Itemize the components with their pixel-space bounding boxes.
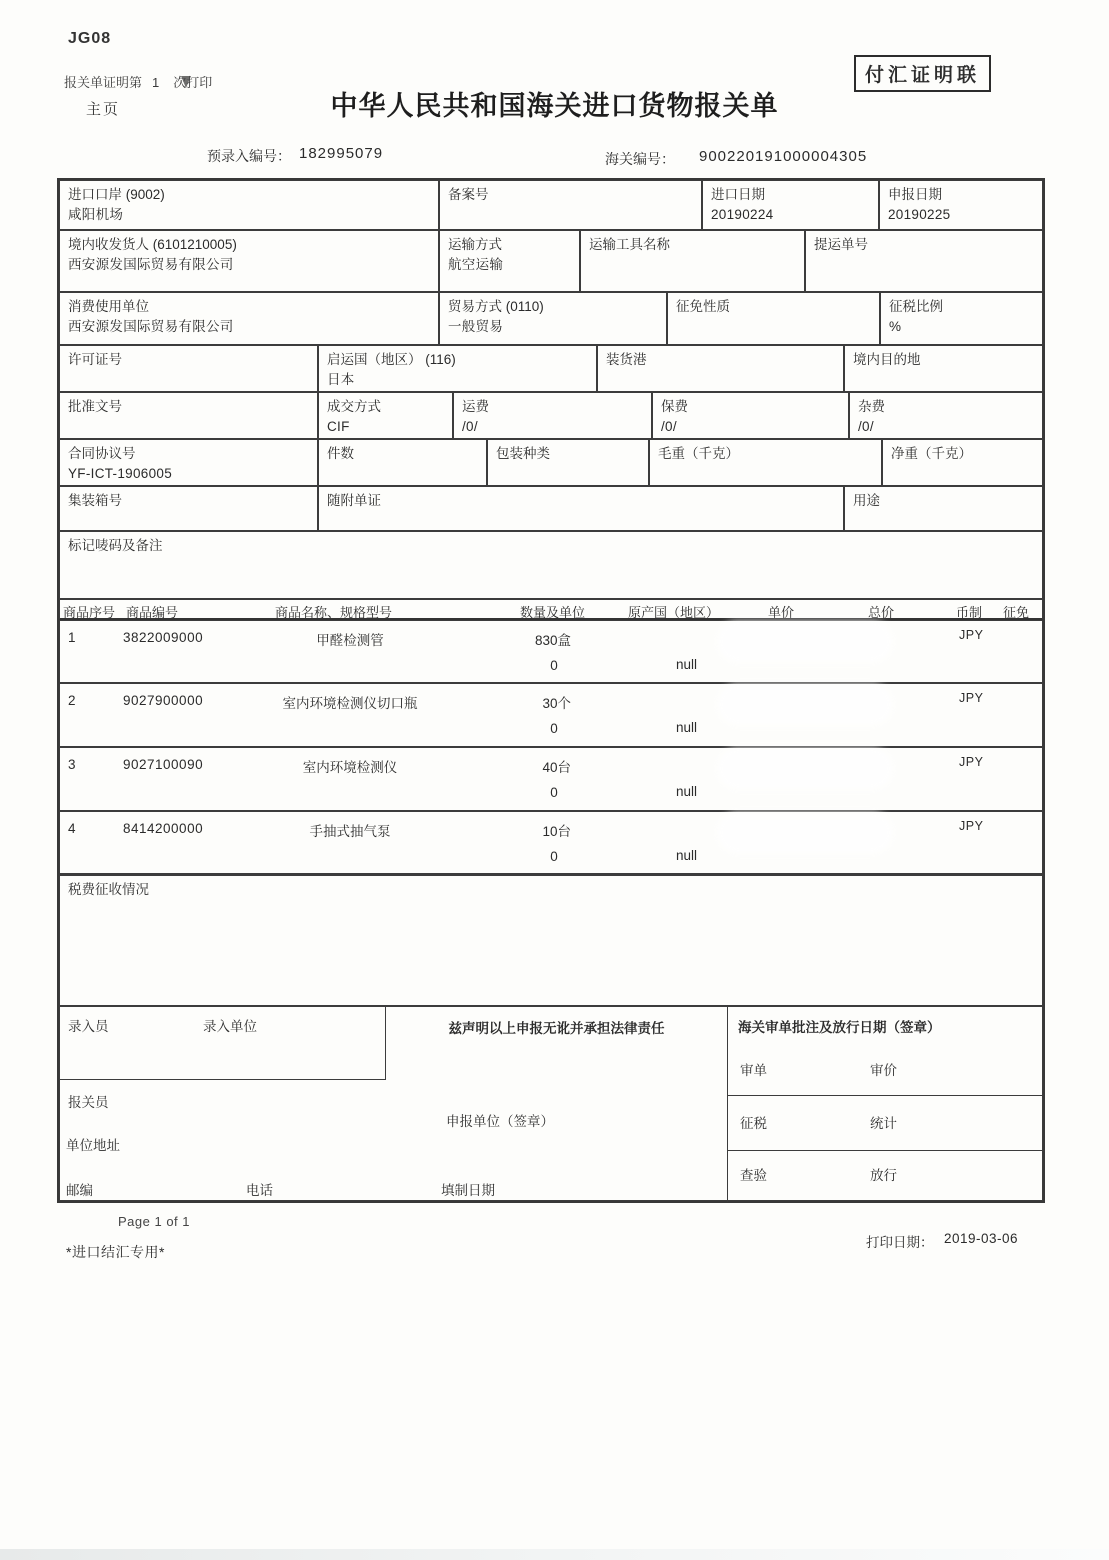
doc-review-label: 审单 [740, 1063, 767, 1078]
goods-item-row-2 [59, 683, 1043, 747]
cell-usage [844, 486, 1043, 531]
item-name: 室内环境检测仪切口瓶 [282, 696, 418, 711]
bill-no-label: 提运单号 [814, 237, 868, 252]
taxation-label: 征税 [740, 1116, 767, 1131]
cell-bill-no [805, 230, 1043, 292]
print-note-prefix: 报关单证明第 [64, 75, 143, 90]
cell-destination [844, 345, 1043, 392]
declaration-statement: 兹声明以上申报无讹并承担法律责任 [448, 1021, 665, 1036]
item-origin: null [676, 784, 698, 799]
col-currency: 币制 [956, 605, 983, 620]
import-port-value: 咸阳机场 [68, 207, 124, 223]
cell-declare-date [879, 180, 1043, 230]
consumer-unit-value: 西安源发国际贸易有限公司 [68, 319, 234, 335]
declare-date-value: 20190225 [888, 207, 951, 223]
declarant-label: 报关员 [68, 1095, 109, 1110]
destination-label: 境内目的地 [853, 352, 921, 367]
signature-section [59, 1006, 1043, 1201]
cell-license-no [59, 345, 318, 392]
cell-misc-fee [849, 392, 1043, 439]
item-origin: null [676, 720, 698, 735]
tax-ratio-value: % [889, 319, 902, 335]
bottom-hline-1 [727, 1095, 1044, 1096]
release-label: 放行 [870, 1168, 897, 1183]
cell-levy-nature [667, 292, 880, 345]
bottom-vertical-divider [727, 1006, 728, 1202]
package-count-label: 件数 [327, 446, 354, 461]
item-code: 8414200000 [123, 821, 204, 836]
tax-collection-label: 税费征收情况 [68, 882, 149, 897]
print-date-label: 打印日期： [866, 1235, 934, 1250]
redacted-price-area [723, 753, 887, 784]
item-seq: 2 [68, 693, 76, 708]
item-seq: 4 [68, 821, 76, 836]
license-no-label: 许可证号 [68, 352, 122, 367]
item-secondary-qty: 0 [550, 849, 558, 864]
container-no-label: 集装箱号 [68, 493, 122, 508]
cell-consumer-unit [59, 292, 439, 345]
contract-no-value: YF-ICT-1906005 [68, 466, 172, 482]
consignee-value: 西安源发国际贸易有限公司 [68, 257, 234, 273]
cell-tax-ratio [880, 292, 1043, 345]
import-date-value: 20190224 [711, 207, 774, 223]
cell-container-no [59, 486, 318, 531]
cell-consignee [59, 230, 439, 292]
consignee-label: 境内收发货人 (6101210005) [68, 237, 237, 252]
misc-fee-label: 杂费 [858, 399, 885, 414]
cell-loading-port [597, 345, 844, 392]
item-quantity: 830盒 [534, 633, 571, 648]
item-origin: null [676, 848, 698, 863]
insurance-label: 保费 [661, 399, 688, 414]
entry-unit-label: 录入单位 [203, 1019, 257, 1034]
misc-fee-value: /0/ [858, 419, 874, 435]
col-origin: 原产国（地区） [628, 605, 720, 620]
col-levy-type: 征免 [1003, 605, 1030, 620]
col-item-code: 商品编号 [126, 605, 179, 620]
item-quantity: 30个 [542, 696, 571, 711]
col-qty-unit: 数量及单位 [520, 605, 586, 620]
item-secondary-qty: 0 [550, 721, 558, 736]
print-count: 1 [152, 75, 160, 90]
redacted-price-area [723, 817, 887, 848]
item-code: 9027100090 [123, 757, 204, 772]
print-note-suffix: 次打印 [173, 75, 213, 90]
unit-address-label: 单位地址 [66, 1138, 120, 1153]
cell-departure-country [318, 345, 597, 392]
levy-nature-label: 征免性质 [676, 299, 730, 314]
contract-no-label: 合同协议号 [68, 446, 136, 461]
pre-entry-no-label: 预录入编号： [207, 148, 291, 164]
import-port-label: 进口口岸 (9002) [68, 187, 165, 202]
attached-docs-label: 随附单证 [327, 493, 381, 508]
cell-marks-notes [59, 531, 1043, 599]
customs-note-label: 海关审单批注及放行日期（签章） [738, 1020, 941, 1035]
col-item-seq: 商品序号 [63, 605, 116, 620]
cell-tax-collection [59, 875, 1043, 1006]
item-seq: 3 [68, 757, 76, 772]
document-title: 中华人民共和国海关进口货物报关单 [330, 91, 779, 121]
tax-ratio-label: 征税比例 [889, 299, 943, 314]
transport-name-label: 运输工具名称 [589, 237, 670, 252]
freight-label: 运费 [462, 399, 489, 414]
cell-import-port [59, 180, 439, 230]
goods-item-row-4 [59, 811, 1043, 875]
usage-label: 用途 [853, 493, 880, 508]
item-quantity: 10台 [542, 824, 571, 839]
marks-notes-label: 标记唛码及备注 [68, 538, 163, 553]
item-seq: 1 [68, 630, 76, 645]
item-code: 9027900000 [123, 693, 204, 708]
cell-insurance [652, 392, 849, 439]
price-review-label: 审价 [870, 1063, 897, 1078]
scan-edge-artifact [0, 1549, 1109, 1560]
cell-contract-no [59, 439, 318, 486]
item-secondary-qty: 0 [550, 658, 558, 673]
cell-trade-mode [439, 292, 667, 345]
cell-transaction-mode [318, 392, 453, 439]
package-type-label: 包装种类 [496, 446, 550, 461]
cell-transport-mode [439, 230, 580, 292]
insurance-value: /0/ [661, 419, 677, 435]
item-code: 3822009000 [123, 630, 204, 645]
item-currency: JPY [959, 819, 984, 833]
cell-import-date [702, 180, 879, 230]
bottom-hline-2 [727, 1150, 1044, 1151]
redacted-price-area [723, 689, 887, 720]
goods-table-header [59, 599, 1043, 620]
print-date-value: 2019-03-06 [944, 1231, 1019, 1246]
cell-attached-docs [318, 486, 844, 531]
cell-record-no [439, 180, 702, 230]
pre-entry-no-value: 182995079 [299, 145, 384, 162]
item-origin: null [676, 657, 698, 672]
net-weight-label: 净重（千克） [891, 446, 972, 461]
inspection-label: 查验 [740, 1168, 767, 1183]
cell-package-type [487, 439, 649, 486]
item-secondary-qty: 0 [550, 785, 558, 800]
goods-item-row-1 [59, 620, 1043, 683]
cell-gross-weight [649, 439, 882, 486]
item-currency: JPY [959, 691, 984, 705]
item-quantity: 40台 [542, 760, 571, 775]
item-name: 手抽式抽气泵 [309, 824, 391, 839]
form-code: JG08 [68, 30, 112, 47]
page-number: Page 1 of 1 [118, 1214, 190, 1229]
departure-country-label: 启运国（地区） (116) [327, 352, 456, 367]
item-name: 室内环境检测仪 [302, 760, 398, 775]
transport-mode-value: 航空运输 [448, 257, 504, 273]
cell-transport-name [580, 230, 805, 292]
record-no-label: 备案号 [448, 187, 489, 202]
cell-approval-no [59, 392, 318, 439]
item-name: 甲醛检测管 [316, 633, 384, 648]
item-currency: JPY [959, 755, 984, 769]
customs-no-label: 海关编号： [605, 151, 675, 167]
consumer-unit-label: 消费使用单位 [68, 299, 149, 314]
phone-label: 电话 [246, 1183, 273, 1198]
import-date-label: 进口日期 [711, 187, 765, 202]
gross-weight-label: 毛重（千克） [658, 446, 739, 461]
cell-freight [453, 392, 652, 439]
departure-country-value: 日本 [327, 372, 355, 388]
declaration-form-table [57, 178, 1045, 1203]
trade-mode-value: 一般贸易 [448, 319, 504, 335]
home-text: 主页 [86, 101, 121, 118]
payment-certificate-stamp: 付汇证明联 [854, 55, 991, 92]
postcode-label: 邮编 [66, 1183, 93, 1198]
cell-package-count [318, 439, 487, 486]
statistics-label: 统计 [870, 1116, 897, 1131]
col-item-name: 商品名称、规格型号 [275, 605, 393, 620]
item-currency: JPY [959, 628, 984, 642]
trade-mode-label: 贸易方式 (0110) [448, 299, 544, 314]
transport-mode-label: 运输方式 [448, 237, 502, 252]
col-total-price: 总价 [868, 605, 895, 620]
col-unit-price: 单价 [768, 605, 795, 620]
declare-unit-sign-label: 申报单位（签章） [446, 1114, 554, 1129]
transaction-mode-label: 成交方式 [327, 399, 381, 414]
approval-no-label: 批准文号 [68, 399, 122, 414]
transaction-mode-value: CIF [327, 419, 350, 435]
special-usage-note: *进口结汇专用* [66, 1244, 165, 1260]
goods-item-row-3 [59, 747, 1043, 811]
entry-clerk-label: 录入员 [68, 1019, 109, 1034]
declare-date-label: 申报日期 [888, 187, 942, 202]
fill-date-label: 填制日期 [441, 1183, 495, 1198]
customs-no-value: 900220191000004305 [699, 148, 868, 165]
loading-port-label: 装货港 [606, 352, 647, 367]
freight-value: /0/ [462, 419, 478, 435]
redacted-price-area [723, 626, 887, 657]
cell-net-weight [882, 439, 1043, 486]
